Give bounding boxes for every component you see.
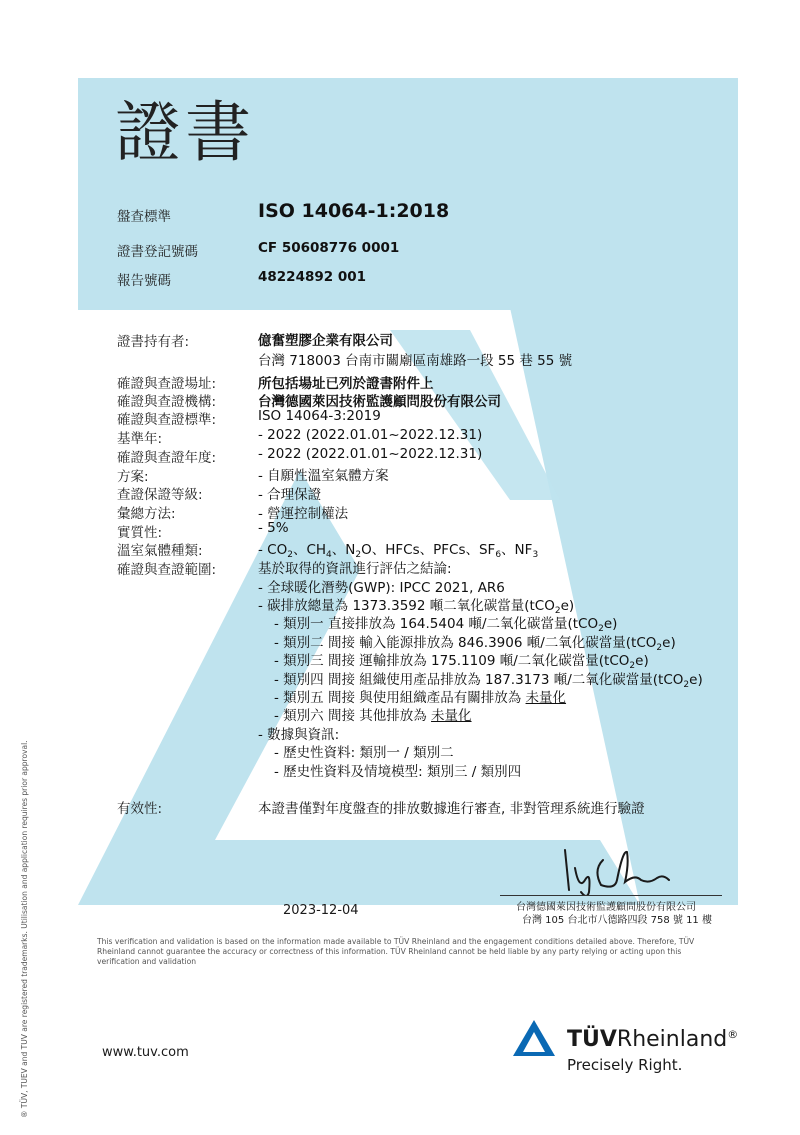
validity-label: 有效性: [117,801,163,817]
standard-label: 盤查標準 [117,209,171,225]
data-item: - 歷史性資料: 類別一 / 類別二 [274,745,454,761]
category-3: - 類別三 間接 運輸排放為 175.1109 噸/二氧化碳當量(tCO$_2$e) [274,653,649,671]
issue-date: 2023-12-04 [283,903,359,918]
category-6: - 類別六 間接 其他排放為 未量化 [274,708,472,724]
trademark-note: ® TÜV, TUEV and TUV are registered trademarks. Utilisation and application requires prior approval. [20,740,29,1118]
detail-value: - 2022 (2022.01.01~2022.12.31) [258,427,483,443]
detail-label: 彙總方法: [117,506,176,522]
scope-total: - 碳排放總量為 1373.3592 噸二氧化碳當量(tCO$_2$e) [258,598,575,616]
signature-address: 台灣 105 台北市八德路四段 758 號 11 樓 [522,915,712,926]
holder-name: 億奮塑膠企業有限公司 [258,333,393,349]
category-2: - 類別二 間接 輸入能源排放為 846.3906 噸/二氧化碳當量(tCO$_2$e) [274,635,676,653]
detail-label: 基準年: [117,431,163,447]
detail-label: 確證與查證機構: [117,394,217,410]
disclaimer: This verification and validation is based on the information made available to TÜV Rheinland and the engagement conditions detailed above. Therefore, TÜV Rheinland cannot guarantee the accuracy or correctness of this information. TÜV Rheinland cannot be held liable by any party relying or acting upon this verification and validation [97,937,695,966]
detail-label: 確證與查證場址: [117,376,217,392]
detail-value: 台灣德國萊因技術監護顧問股份有限公司 [258,394,501,410]
detail-label: 確證與查證標準: [117,412,217,428]
detail-value: - 2022 (2022.01.01~2022.12.31) [258,446,483,462]
detail-value: - 營運控制權法 [258,506,349,522]
detail-value: 所包括場址已列於證書附件上 [258,376,434,392]
standard-value: ISO 14064-1:2018 [258,200,450,222]
signature-line [500,895,722,896]
detail-value: ISO 14064-3:2019 [258,408,381,424]
holder-label: 證書持有者: [117,334,190,350]
registration-label: 證書登記號碼 [117,244,198,260]
report-value: 48224892 001 [258,269,367,285]
tuv-slogan: Precisely Right. [567,1056,683,1074]
holder-address: 台灣 718003 台南市關廟區南雄路一段 55 巷 55 號 [258,353,573,369]
detail-label: 確證與查證年度: [117,450,217,466]
gases-label: 溫室氣體種類: [117,543,203,559]
tuv-triangle-logo-icon [511,1018,557,1058]
website-link[interactable]: www.tuv.com [102,1045,189,1060]
registration-value: CF 50608776 0001 [258,240,400,256]
signature-scribble [545,840,695,895]
scope-intro: 基於取得的資訊進行評估之結論: [258,561,452,577]
validity-value: 本證書僅對年度盤查的排放數據進行審查, 非對管理系統進行驗證 [258,801,645,817]
signature-company: 台灣德國萊因技術監護顧問股份有限公司 [516,902,696,913]
category-4: - 類別四 間接 組織使用產品排放為 187.3173 噸/二氧化碳當量(tCO$_2$e) [274,672,703,690]
data-title: - 數據與資訊: [258,727,340,743]
category-5: - 類別五 間接 與使用組織產品有關排放為 未量化 [274,690,567,706]
scope-label: 確證與查證範圍: [117,562,217,578]
detail-value: - 自願性溫室氣體方案 [258,468,389,484]
data-item: - 歷史性資料及情境模型: 類別三 / 類別四 [274,764,522,780]
detail-value: - 5% [258,520,289,536]
detail-label: 方案: [117,469,149,485]
detail-label: 查證保證等級: [117,487,203,503]
category-1: - 類別一 直接排放為 164.5404 噸/二氧化碳當量(tCO$_2$e) [274,616,618,634]
certificate-title: 證書 [115,94,255,171]
gases-value: - $CO_2$、$CH_4$、$N_2O$、HFCs、PFCs、$SF_6$、$NF_3$ [258,542,539,560]
report-label: 報告號碼 [117,273,171,289]
detail-value: - 合理保證 [258,487,322,503]
tuv-logo-text: TÜVRheinland® [567,1027,739,1052]
detail-label: 實質性: [117,525,163,541]
scope-gwp: - 全球暖化潛勢(GWP): IPCC 2021, AR6 [258,580,505,596]
